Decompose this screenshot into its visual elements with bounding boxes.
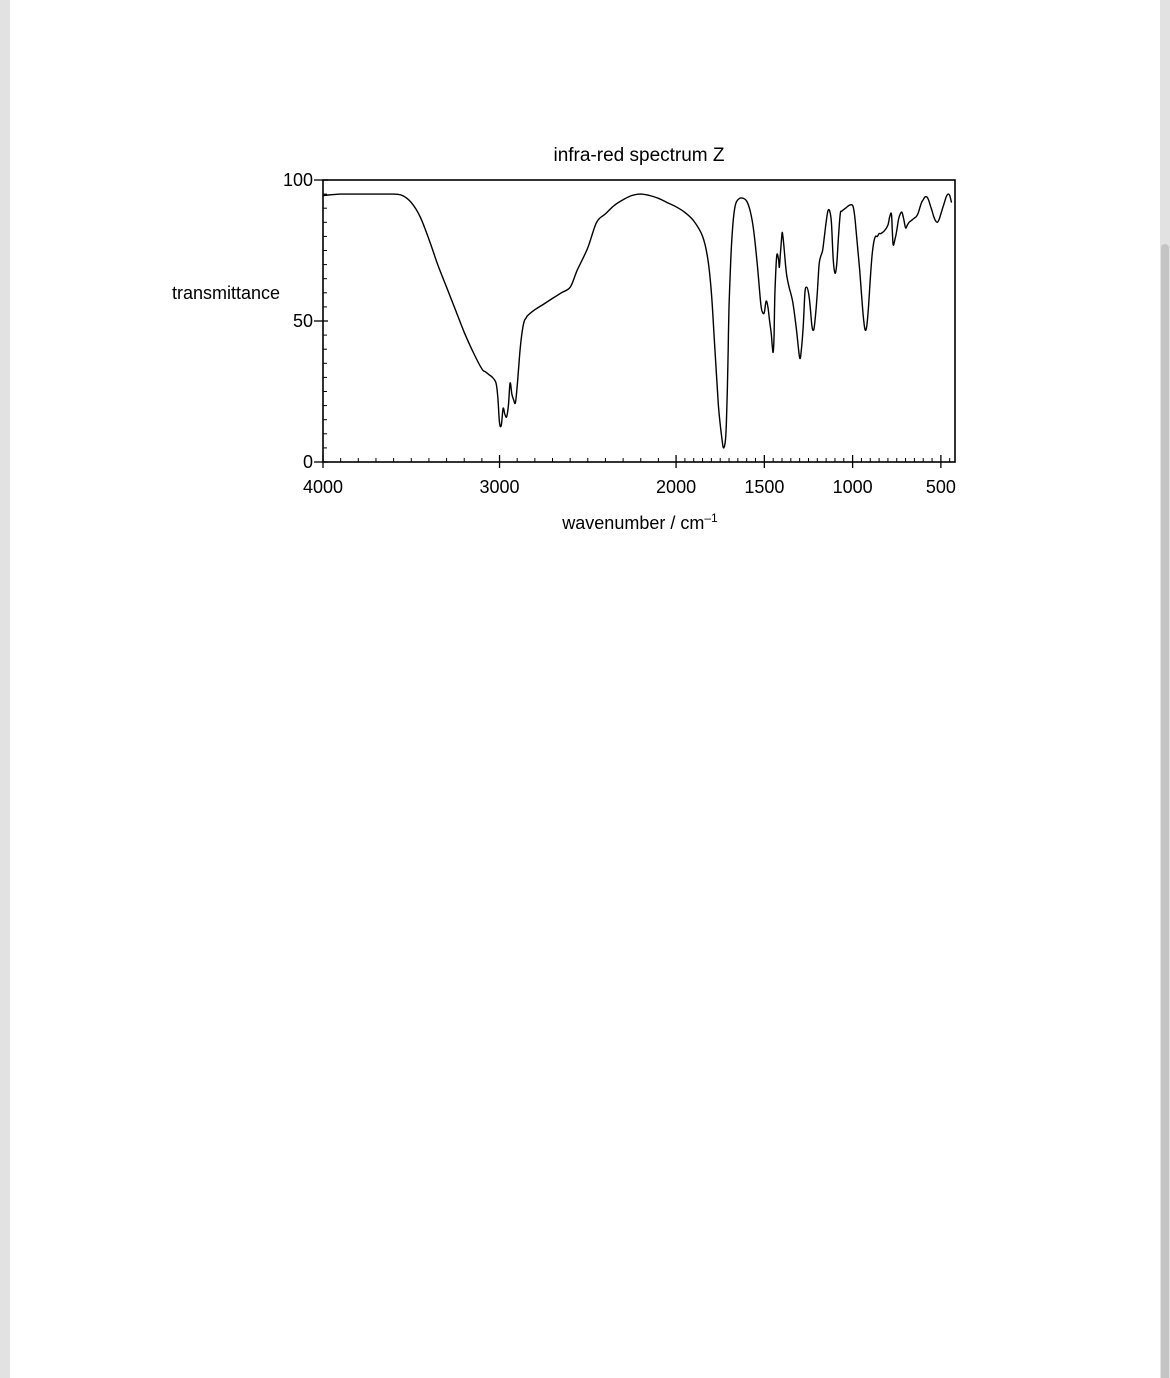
y-axis [283,170,328,472]
scrollbar-thumb[interactable] [1161,244,1169,1378]
document-page [10,0,1160,1378]
x-tick-label: 4000 [302,477,344,497]
y-axis-label: transmittance [171,283,281,303]
x-tick-label: 3000 [479,477,520,497]
ir-spectrum-chart [10,0,1160,1378]
x-axis-label [561,511,718,533]
x-axis-label-text: wavenumber / cm [562,513,705,533]
chart-title: infra-red spectrum Z [553,145,725,166]
x-tick-label: 1500 [744,477,785,497]
y-tick-label: 100 [282,170,313,190]
x-tick-label: 500 [925,477,956,497]
y-tick-label: 0 [302,452,313,472]
y-tick-label: 50 [292,311,313,331]
x-tick-label: 2000 [656,477,697,497]
x-axis-label-superscript: –1 [704,511,718,525]
plot-frame [323,180,955,462]
scrollbar-track[interactable] [1160,0,1170,1378]
spectrum-line [323,194,952,448]
x-tick-label: 1000 [832,477,873,497]
